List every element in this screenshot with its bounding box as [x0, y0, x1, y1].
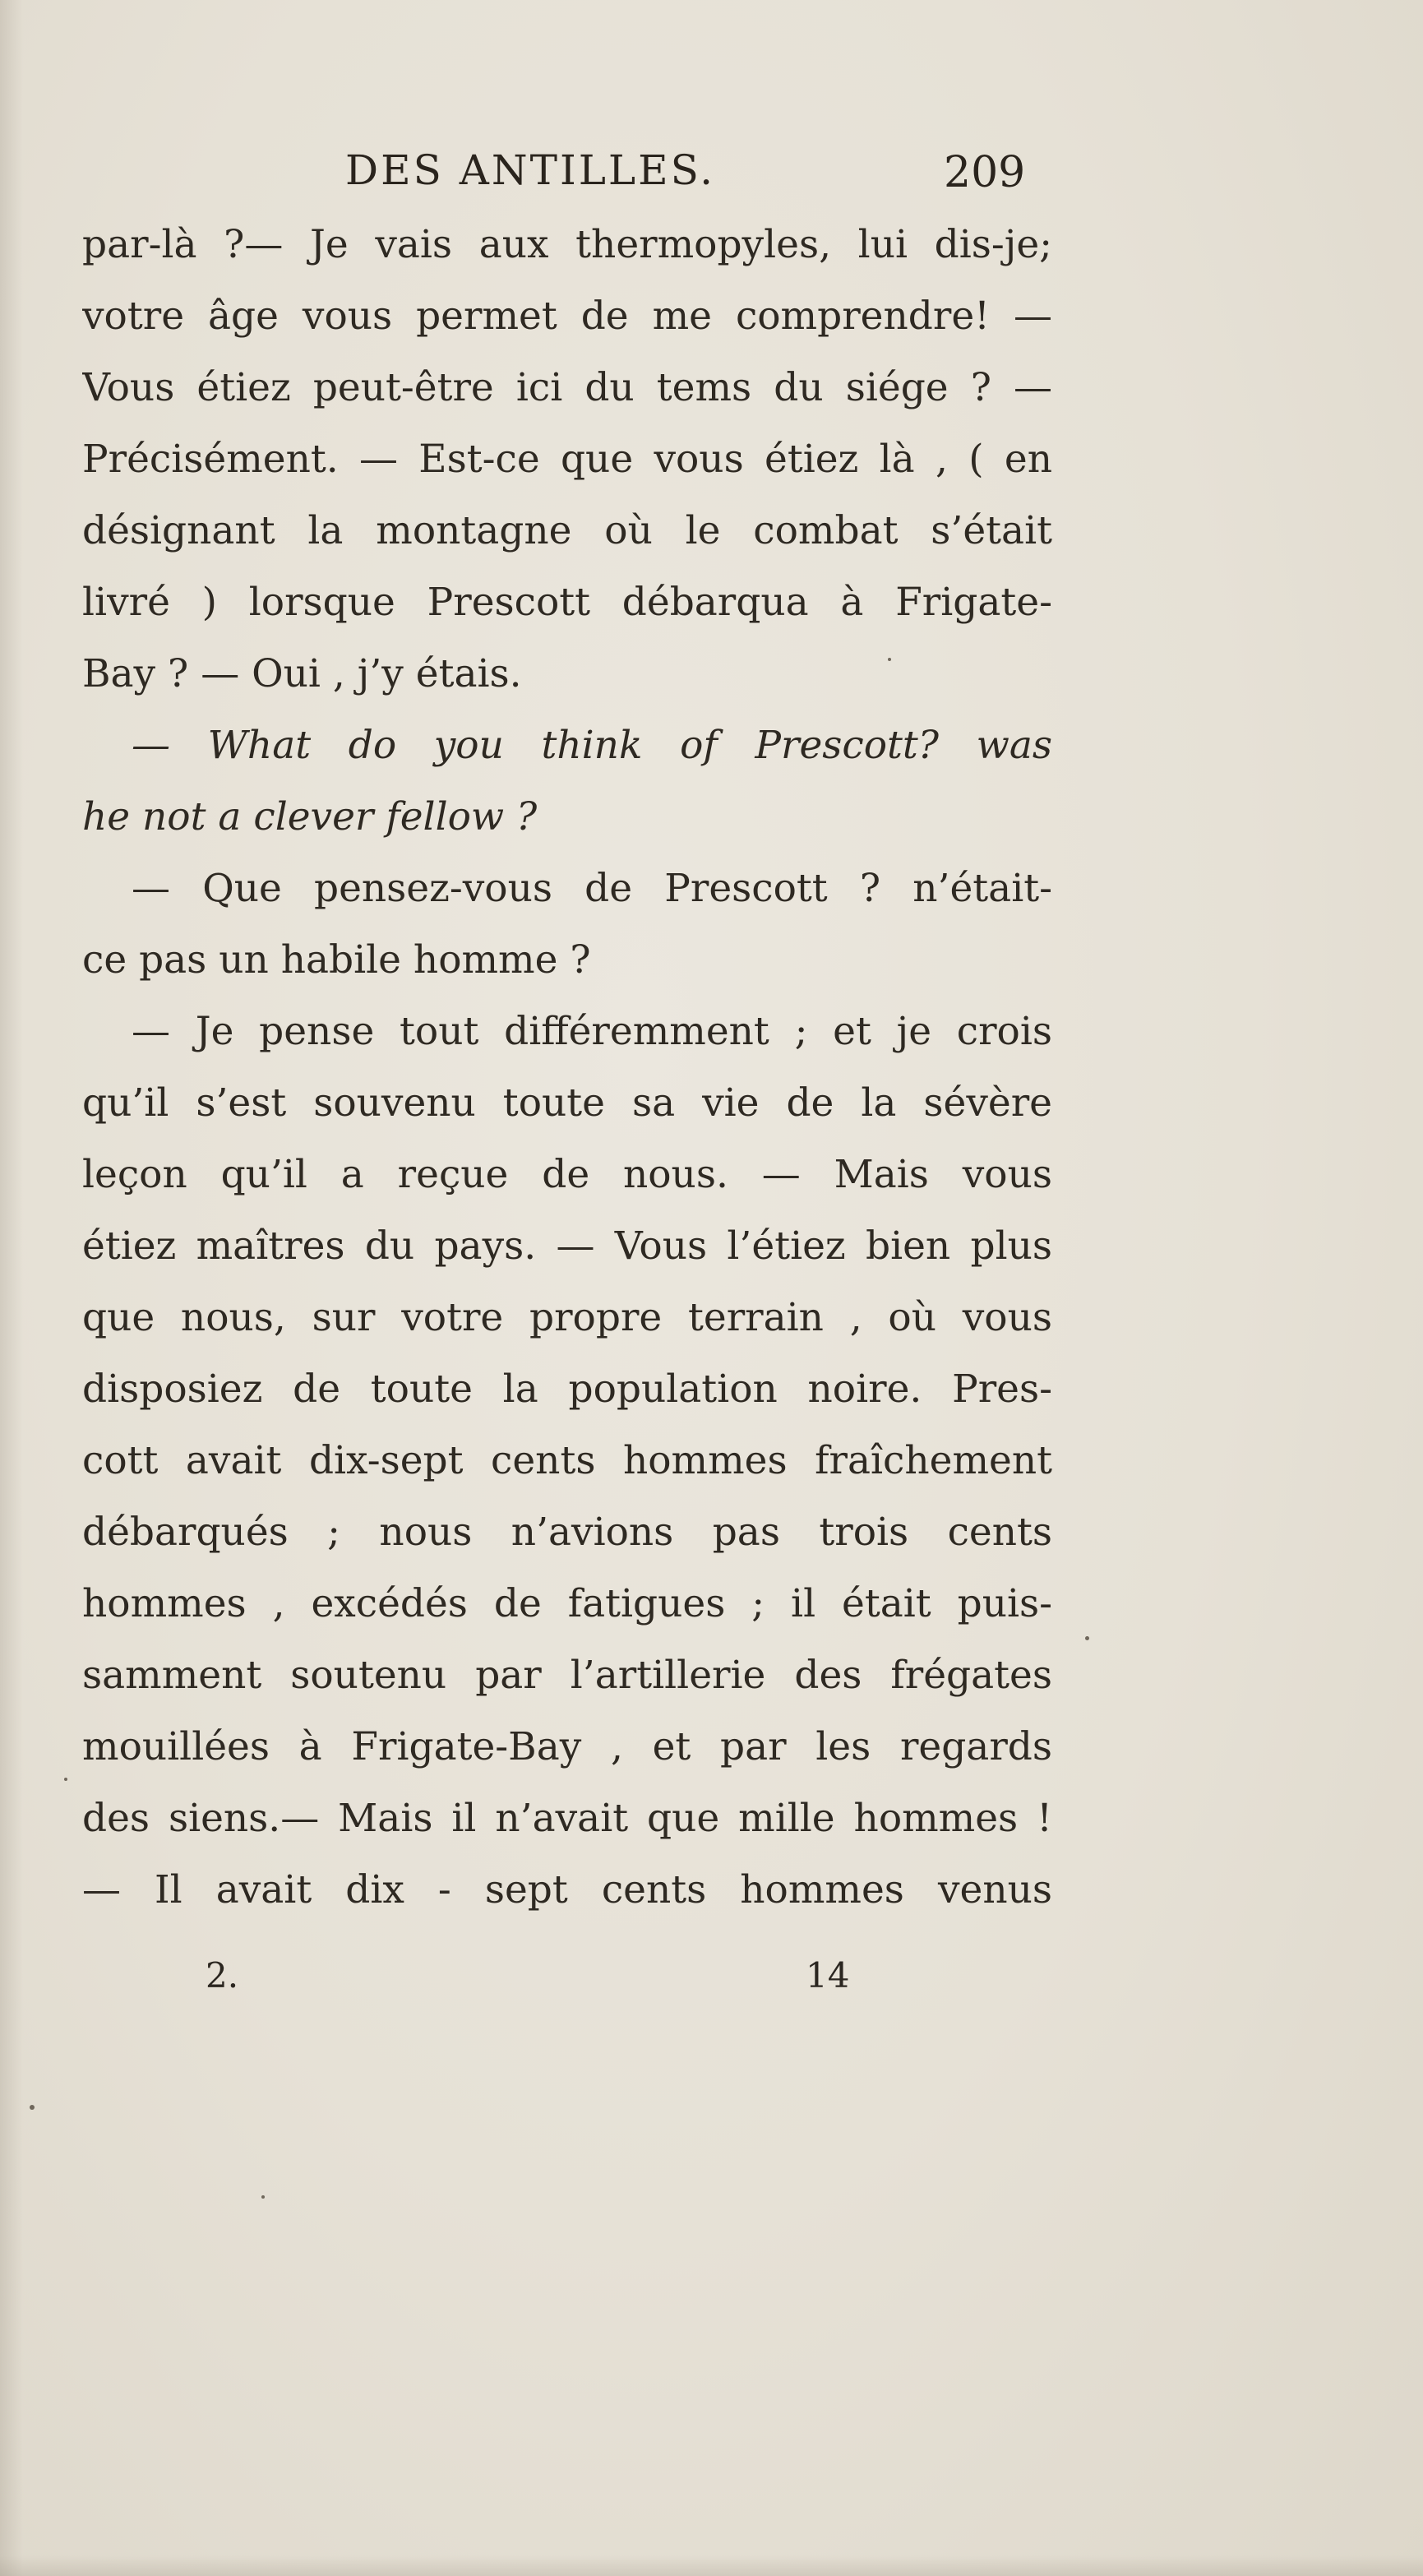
- gutter-shadow: [0, 0, 23, 2576]
- page-bottom-edge: [0, 2555, 1423, 2576]
- text-line: débarqués ; nous n’avions pas trois cents: [82, 1510, 1052, 1555]
- text-line: disposiez de toute la population noire. Pres-: [82, 1367, 1052, 1412]
- text-line: étiez maîtres du pays. — Vous l’étiez bien plus: [82, 1223, 1052, 1269]
- text-line: votre âge vous permet de me comprendre! —: [82, 294, 1052, 339]
- text-line: mouillées à Frigate-Bay , et par les regards: [82, 1724, 1052, 1769]
- text-line: livré ) lorsque Prescott débarqua à Frigate-: [82, 580, 1052, 625]
- text-line: samment soutenu par l’artillerie des frégates: [82, 1653, 1052, 1698]
- text-line: Bay ? — Oui , j’y étais.: [82, 651, 522, 696]
- text-line: leçon qu’il a reçue de nous. — Mais vous: [82, 1152, 1052, 1197]
- text-line: — What do you think of Prescott? was: [132, 723, 1052, 768]
- text-line: he not a clever fellow ?: [82, 794, 538, 839]
- text-line: désignant la montagne où le combat s’était: [82, 508, 1052, 553]
- text-line: des siens.— Mais il n’avait que mille hommes !: [82, 1796, 1052, 1841]
- body-text: [82, 209, 1052, 1926]
- paper-speck: [30, 2105, 35, 2110]
- paper-speck: [261, 2195, 265, 2199]
- text-line: Vous étiez peut-être ici du tems du siége ? —: [82, 365, 1052, 410]
- text-line: ce pas un habile homme ?: [82, 937, 591, 983]
- paper-speck: [1085, 1636, 1089, 1640]
- text-line: qu’il s’est souvenu toute sa vie de la sévère: [82, 1080, 1052, 1126]
- paper-speck: [64, 1778, 67, 1781]
- page-header: [82, 140, 1052, 206]
- text-line: — Que pensez-vous de Prescott ? n’était-: [132, 866, 1052, 911]
- text-line: par-là ?— Je vais aux thermopyles, lui dis-je;: [82, 222, 1052, 267]
- text-line: Précisément. — Est-ce que vous étiez là , ( en: [82, 437, 1052, 482]
- page-number: 209: [944, 148, 1026, 197]
- running-head: DES ANTILLES.: [345, 146, 715, 194]
- text-line: — Je pense tout différemment ; et je crois: [132, 1009, 1052, 1054]
- text-line: que nous, sur votre propre terrain , où vous: [82, 1295, 1052, 1340]
- paper-speck: [888, 658, 891, 661]
- page-footer: [82, 1955, 1052, 2013]
- signature-mark: 2.: [206, 1955, 239, 1996]
- text-line: — Il avait dix - sept cents hommes venus: [82, 1867, 1052, 1912]
- text-line: cott avait dix-sept cents hommes fraîchement: [82, 1438, 1052, 1483]
- text-line: hommes , excédés de fatigues ; il était puis-: [82, 1581, 1052, 1626]
- sheet-number: 14: [806, 1955, 850, 1996]
